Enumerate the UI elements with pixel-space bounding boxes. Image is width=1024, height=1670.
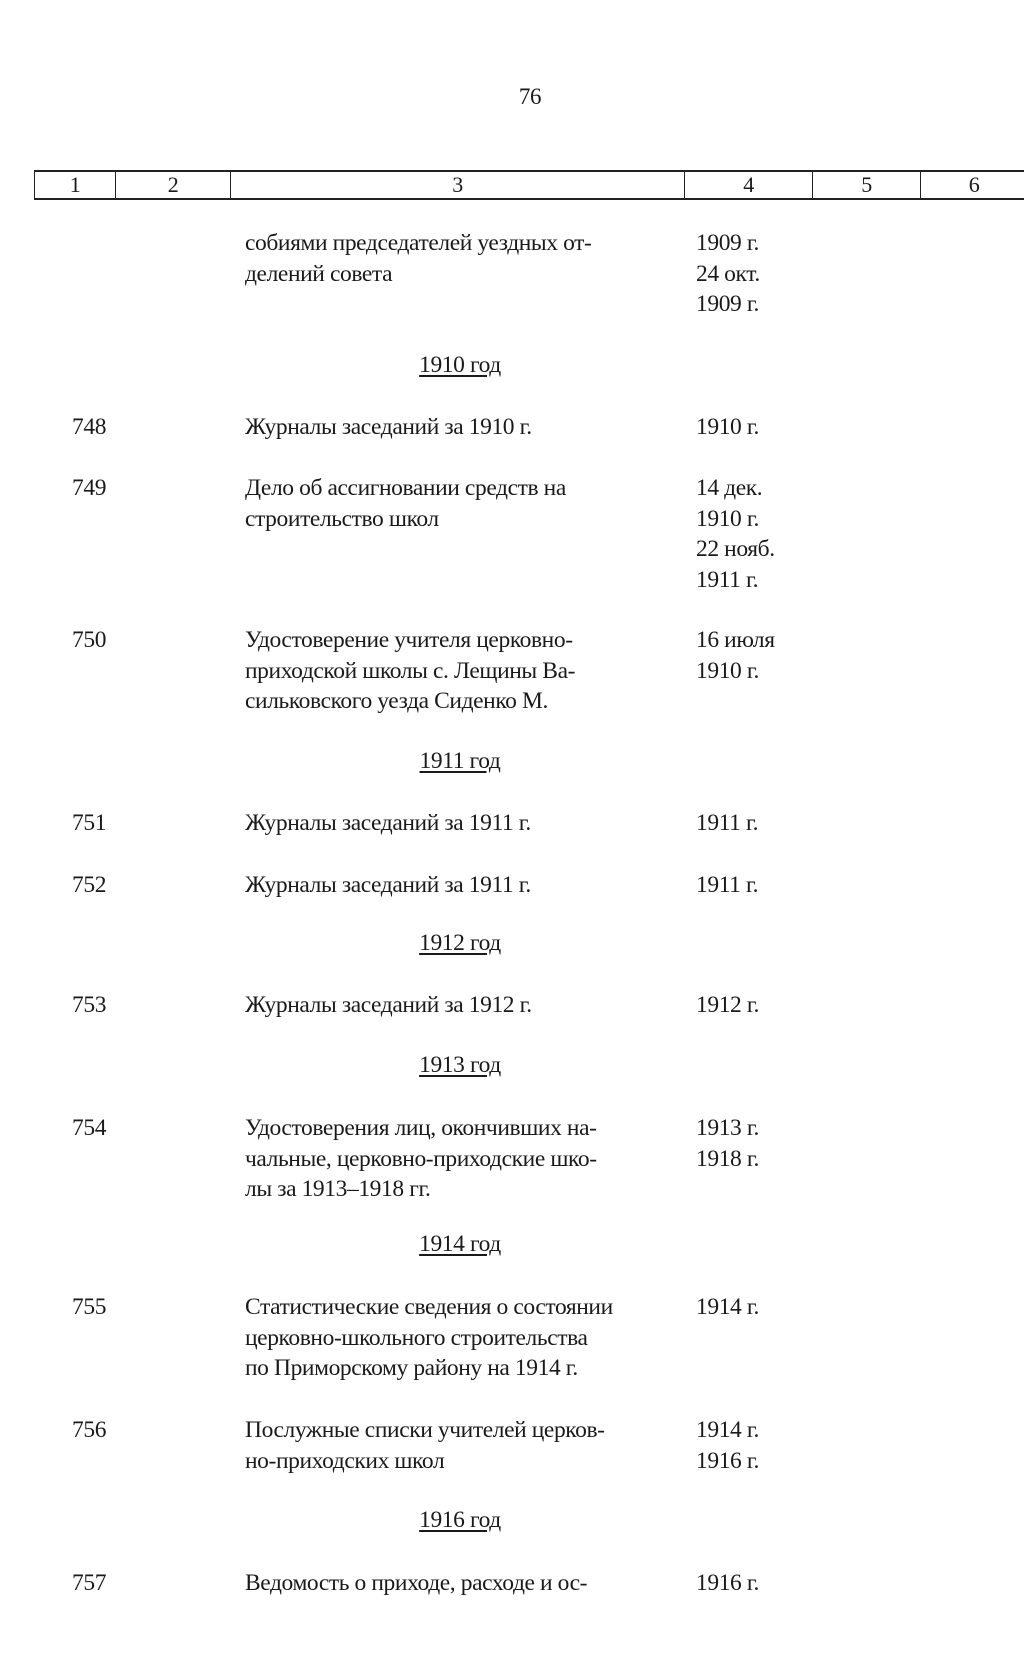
date-line: 16 июля	[696, 627, 775, 653]
entry-description	[245, 870, 531, 901]
page-number: 76	[518, 84, 542, 109]
date-line: 1911 г.	[696, 810, 759, 836]
entry-number: 752	[72, 872, 107, 898]
description-line: строительство школ	[245, 505, 439, 532]
description-line: лы за 1913–1918 гг.	[245, 1176, 431, 1202]
section-title: 1910 год	[419, 352, 501, 378]
description-line: делений совета	[245, 260, 393, 287]
date-line: 1916 г.	[696, 1570, 759, 1596]
description-line: Удостоверения лиц, окончивших на-	[245, 1115, 597, 1141]
entry-number: 757	[72, 1570, 107, 1596]
column-header: 6	[968, 172, 980, 197]
entry-description	[245, 990, 532, 1021]
entry-number: 755	[72, 1294, 107, 1320]
date-line: 1913 г.	[696, 1115, 759, 1141]
entry-dates	[696, 625, 775, 686]
year-section-heading	[245, 1052, 675, 1079]
entry-description	[245, 1415, 605, 1476]
section-title: 1912 год	[419, 930, 501, 956]
date-line: 24 окт.	[696, 260, 760, 287]
description-line: по Приморскому району на 1914 г.	[245, 1355, 578, 1381]
date-line: 1910 г.	[696, 505, 759, 532]
year-section-heading	[245, 748, 675, 775]
description-line: Журналы заседаний за 1912 г.	[245, 992, 532, 1018]
entry-dates	[696, 1113, 759, 1174]
entry-description	[245, 473, 566, 534]
description-line: церковно-школьного строительства	[245, 1324, 588, 1351]
date-line: 1909 г.	[696, 230, 759, 256]
section-title: 1913 год	[419, 1052, 501, 1078]
entry-dates	[696, 228, 760, 320]
entry-number: 754	[72, 1115, 107, 1141]
description-line: Журналы заседаний за 1910 г.	[245, 414, 532, 440]
entry-number: 748	[72, 414, 107, 440]
entry-description	[245, 625, 575, 717]
section-title: 1911 год	[419, 748, 501, 774]
entry-number: 756	[72, 1417, 107, 1443]
year-section-heading	[245, 1231, 675, 1258]
description-line: приходской школы с. Лещины Ва-	[245, 657, 576, 684]
entry-dates	[696, 412, 759, 443]
date-line: 1911 г.	[696, 566, 759, 593]
entry-dates	[696, 990, 759, 1021]
entry-dates	[696, 1292, 759, 1323]
entry-number: 750	[72, 627, 107, 653]
column-header: 2	[116, 172, 231, 198]
date-line: 1914 г.	[696, 1417, 759, 1443]
description-line: чальные, церковно-приходские шко-	[245, 1145, 597, 1172]
date-line: 1914 г.	[696, 1294, 759, 1320]
date-line: 1910 г.	[696, 657, 759, 684]
entry-description	[245, 1113, 597, 1205]
entry-dates	[696, 808, 758, 839]
date-line: 14 дек.	[696, 475, 763, 501]
description-line: Дело об ассигновании средств на	[245, 475, 566, 501]
entry-dates	[696, 870, 758, 901]
description-line: Журналы заседаний за 1911 г.	[245, 872, 531, 898]
description-line: Статистические сведения о состоянии	[245, 1294, 613, 1320]
column-header: 1	[35, 172, 116, 198]
section-title: 1914 год	[419, 1231, 501, 1257]
entry-number: 753	[72, 992, 107, 1018]
description-line: Удостоверение учителя церковно-	[245, 627, 573, 653]
year-section-heading	[245, 1507, 675, 1534]
entry-description	[245, 412, 532, 443]
column-header: 4	[685, 172, 813, 198]
description-line: но-приходских школ	[245, 1447, 445, 1474]
date-line: 1910 г.	[696, 414, 759, 440]
entry-description	[245, 1292, 613, 1384]
entry-description	[245, 808, 531, 839]
table-header	[34, 170, 1024, 200]
column-header: 5	[813, 172, 921, 198]
date-line: 1911 г.	[696, 872, 759, 898]
column-header: 3	[231, 172, 685, 198]
entry-number: 751	[72, 810, 107, 836]
date-line: 1912 г.	[696, 992, 759, 1018]
date-line: 1909 г.	[696, 291, 759, 317]
entry-description	[245, 1568, 587, 1599]
description-line: Послужные списки учителей церков-	[245, 1417, 605, 1443]
year-section-heading	[245, 930, 675, 957]
description-line: Ведомость о приходе, расходе и ос-	[245, 1570, 588, 1596]
entry-dates	[696, 473, 775, 595]
date-line: 22 нояб.	[696, 536, 775, 562]
entry-dates	[696, 1415, 759, 1476]
entry-dates	[696, 1568, 759, 1599]
date-line: 1918 г.	[696, 1145, 759, 1172]
description-line: Журналы заседаний за 1911 г.	[245, 810, 531, 836]
section-title: 1916 год	[419, 1507, 501, 1533]
year-section-heading	[245, 352, 675, 379]
description-line: собиями председателей уездных от-	[245, 230, 592, 256]
entry-number: 749	[72, 475, 107, 501]
description-line: сильковского уезда Сиденко М.	[245, 688, 548, 714]
entry-description	[245, 228, 591, 289]
date-line: 1916 г.	[696, 1447, 759, 1474]
